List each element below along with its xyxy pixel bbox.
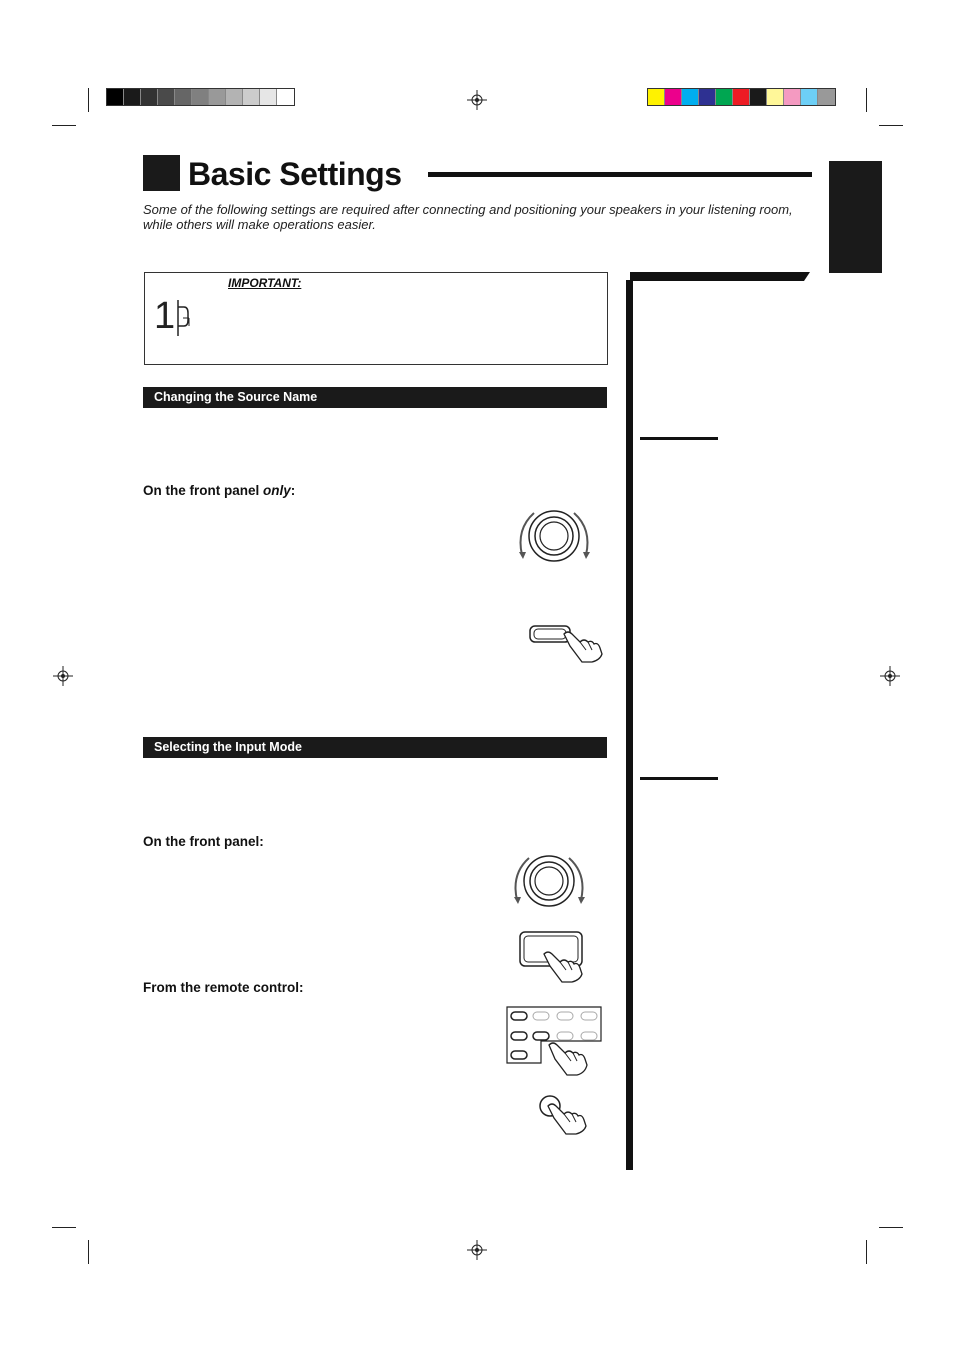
- title-rule: [428, 172, 812, 177]
- crop-mark: [866, 1240, 867, 1264]
- registration-target-icon: [467, 90, 487, 110]
- right-note-rule: [640, 777, 718, 780]
- color-swatch: [243, 89, 260, 105]
- registration-target-icon: [467, 1240, 487, 1260]
- section-heading-input-mode: Selecting the Input Mode: [143, 737, 607, 758]
- remote-keypad-hand-icon: [505, 1005, 605, 1079]
- crop-mark: [52, 1227, 76, 1228]
- subhead-emphasis: only: [263, 483, 291, 498]
- color-swatch: [682, 89, 699, 105]
- color-swatch: [226, 89, 243, 105]
- color-swatch: [801, 89, 818, 105]
- important-box: [144, 272, 608, 365]
- grayscale-registration-strip: [106, 88, 295, 106]
- color-swatch: [192, 89, 209, 105]
- section-heading-source-name: Changing the Source Name: [143, 387, 607, 408]
- crop-mark: [88, 88, 89, 112]
- color-swatch: [733, 89, 750, 105]
- control-knob-icon: [507, 850, 593, 912]
- round-button-hand-icon: [536, 1092, 594, 1136]
- button-press-hand-icon: [528, 620, 606, 664]
- color-registration-strip: [647, 88, 836, 106]
- important-label: IMPORTANT:: [228, 276, 302, 290]
- subhead-remote-control: From the remote control:: [143, 980, 304, 995]
- color-swatch: [699, 89, 716, 105]
- color-swatch: [767, 89, 784, 105]
- color-swatch: [107, 89, 124, 105]
- button-press-hand-icon: [518, 928, 590, 984]
- subhead-front-panel-only: [143, 483, 295, 498]
- crop-mark: [879, 125, 903, 126]
- page-title: Basic Settings: [188, 156, 402, 192]
- color-swatch: [750, 89, 767, 105]
- color-swatch: [716, 89, 733, 105]
- color-swatch: [141, 89, 158, 105]
- registration-target-icon: [880, 666, 900, 686]
- color-swatch: [665, 89, 682, 105]
- pen-icon: [172, 298, 194, 338]
- color-swatch: [124, 89, 141, 105]
- crop-mark: [52, 125, 76, 126]
- subhead-front-panel: On the front panel:: [143, 834, 264, 849]
- color-swatch: [818, 89, 835, 105]
- side-tab: [829, 161, 882, 273]
- intro-text: Some of the following settings are required after connecting and positioning your speakers in your listening room, while others will make operations easier.: [143, 202, 793, 232]
- right-column-rule: [626, 280, 633, 1170]
- subhead-suffix: :: [290, 483, 296, 498]
- crop-mark: [88, 1240, 89, 1264]
- control-knob-icon: [512, 505, 598, 567]
- registration-target-icon: [53, 666, 73, 686]
- subhead-text: On the front panel: [143, 483, 263, 498]
- color-swatch: [209, 89, 226, 105]
- crop-mark: [866, 88, 867, 112]
- color-swatch: [260, 89, 277, 105]
- important-digit: 1: [154, 295, 176, 337]
- color-swatch: [784, 89, 801, 105]
- color-swatch: [277, 89, 294, 105]
- title-marker: [143, 155, 180, 191]
- right-column-header: [630, 272, 810, 281]
- color-swatch: [175, 89, 192, 105]
- right-note-rule: [640, 437, 718, 440]
- color-swatch: [648, 89, 665, 105]
- color-swatch: [158, 89, 175, 105]
- crop-mark: [879, 1227, 903, 1228]
